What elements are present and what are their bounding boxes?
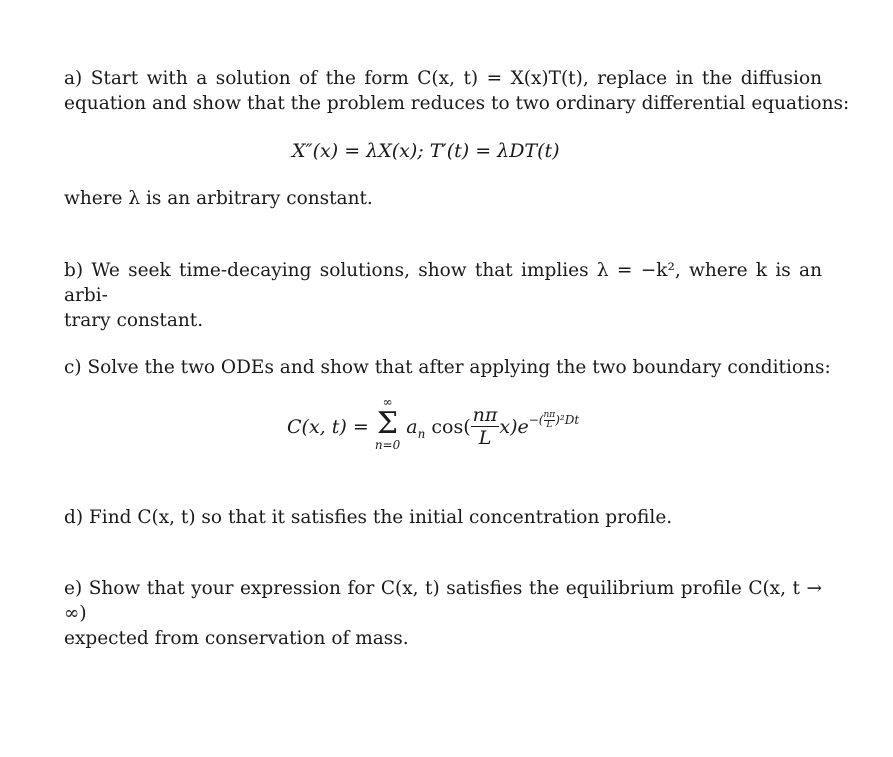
eq-fraction — [471, 404, 500, 449]
eq-lhs: C(x, t) = — [287, 416, 369, 438]
summation — [375, 396, 400, 452]
eq-frac-numerator: nπ — [472, 403, 498, 426]
part-e-line-2: expected from conservation of mass. — [64, 628, 409, 649]
part-b-text — [64, 258, 822, 333]
part-a-after-text — [64, 186, 822, 211]
eq-after-fraction: x)e — [499, 416, 529, 438]
eq-exp-post: )²Dt — [555, 413, 580, 427]
part-b-line-2: trary constant. — [64, 310, 204, 331]
part-a-equation: X″(x) = λX(x); T′(t) = λDT(t) — [292, 140, 560, 162]
sum-lower-limit: n=0 — [374, 438, 401, 452]
eq-exponent — [528, 410, 580, 430]
eq-exp-fraction — [544, 411, 556, 430]
part-a-text — [64, 66, 850, 116]
part-c-text — [64, 355, 831, 380]
part-d-text — [64, 505, 822, 530]
eq-exp-numerator: nπ — [543, 410, 556, 420]
part-d-line-1: d) Find C(x, t) so that it satisfies the initial concentration profile. — [64, 507, 673, 528]
part-b-line-1: b) We seek time-decaying solutions, show that implies λ = −k², where k is an arbi- — [64, 260, 822, 306]
part-c-equation — [287, 395, 580, 456]
sum-upper-limit: ∞ — [382, 395, 393, 409]
part-a-after-line: where λ is an arbitrary constant. — [64, 188, 373, 209]
eq-frac-denominator: L — [478, 426, 492, 449]
part-e-text — [64, 576, 822, 651]
eq-coefficient: a — [406, 416, 418, 438]
eq-cos: cos( — [431, 416, 471, 438]
part-a-line-1: a) Start with a solution of the form C(x, t) = X(x)T(t), replace in the diffusion — [64, 68, 822, 89]
part-c-line-1: c) Solve the two ODEs and show that after applying the two boundary conditions: — [64, 357, 831, 378]
sigma-symbol: Σ — [376, 406, 399, 441]
part-a-line-2: equation and show that the problem reduces to two ordinary differential equations: — [64, 93, 850, 114]
part-e-line-1: e) Show that your expression for C(x, t) satisfies the equilibrium profile C(x, t → ∞) — [64, 578, 822, 624]
eq-exp-denominator: L — [546, 420, 553, 430]
eq-exp-pre: −( — [528, 413, 544, 427]
eq-coefficient-subscript: n — [417, 426, 426, 441]
